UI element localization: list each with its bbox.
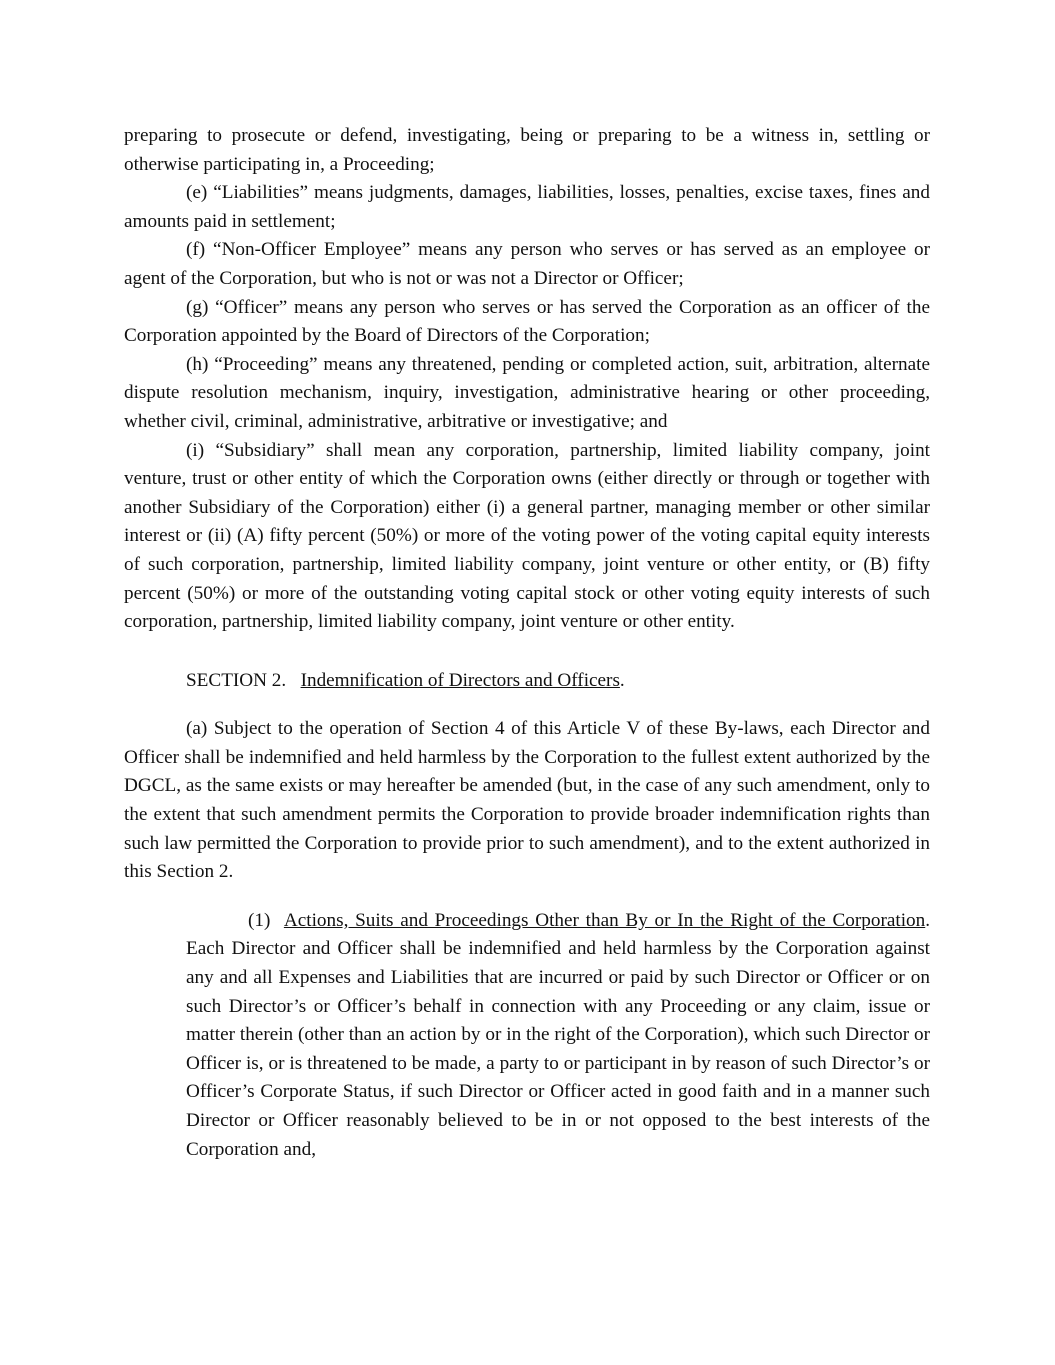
section-2-subsection-1 [186,907,930,1164]
continuation-paragraph: preparing to prosecute or defend, investigating, being or preparing to be a witness in, settling or otherwise participating in, a Proceeding; [124,125,930,175]
definition-h: (h) “Proceeding” means any threatened, pending or completed action, suit, arbitration, alternate dispute resolution mechanism, inquiry, investigation, administrative hearing or other proceeding, whether civil, criminal, administrative, arbitrative or investigative; and [124,353,930,432]
definition-g: (g) “Officer” means any person who serves or has served the Corporation as an officer of the Corporation appointed by the Board of Directors of the Corporation; [124,296,930,347]
section-2-title: Indemnification of Directors and Officers [300,669,620,691]
subsection-1-number: (1) [248,909,271,931]
definition-e: (e) “Liabilities” means judgments, damages, liabilities, losses, penalties, excise taxes, fines and amounts paid in settlement; [124,182,930,232]
section-2-title-end: . [619,669,625,691]
section-2-paragraph-a: (a) Subject to the operation of Section 4 of this Article V of these By-laws, each Director and Officer shall be indemnified and held harmless by the Corporation to the fullest extent authorized by the DGCL, as the same exists or may hereafter be amended (but, in the case of any such amendment, only to the extent that such amendment permits the Corporation to provide broader indemnification rights than such law permitted the Corporation to provide prior to such amendment), and to the extent authorized in this Section 2. [124,718,930,883]
subsection-1-heading: Actions, Suits and Proceedings Other than By or In the Right of the Corporation [283,909,926,931]
definition-f: (f) “Non-Officer Employee” means any person who serves or has served as an employee or agent of the Corporation, but who is not or was not a Director or Officer; [124,239,930,289]
section-2-label: SECTION 2. [186,669,287,691]
section-2-heading [124,667,930,696]
definition-i: (i) “Subsidiary” shall mean any corporation, partnership, limited liability company, joint venture, trust or other entity of which the Corporation owns (either directly or through or together with another Subsidiary of the Corporation) either (i) a general partner, managing member or other similar interest or (ii) (A) fifty percent (50%) or more of the voting power of the voting capital equity interests of such corporation, partnership, limited liability company, joint venture or other entity, or (B) fifty percent (50%) or more of the outstanding voting capital stock or other voting equity interests of such corporation, partnership, limited liability company, joint venture or other entity. [124,439,930,633]
document-page [124,122,930,1164]
subsection-1-body: . Each Director and Officer shall be indemnified and held harmless by the Corporation against any and all Expenses and Liabilities that are incurred or paid by such Director or Officer or on such Director’s or Officer’s behalf in connection with any Proceeding or any claim, issue or matter therein (other than an action by or in the right of the Corporation), which such Director or Officer is, or is threatened to be made, a party to or participant in by reason of such Director’s or Officer’s Corporate Status, if such Director or Officer acted in good faith and in a manner such Director or Officer reasonably believed to be in or not opposed to the best interests of the Corporation and, [186,909,931,1160]
